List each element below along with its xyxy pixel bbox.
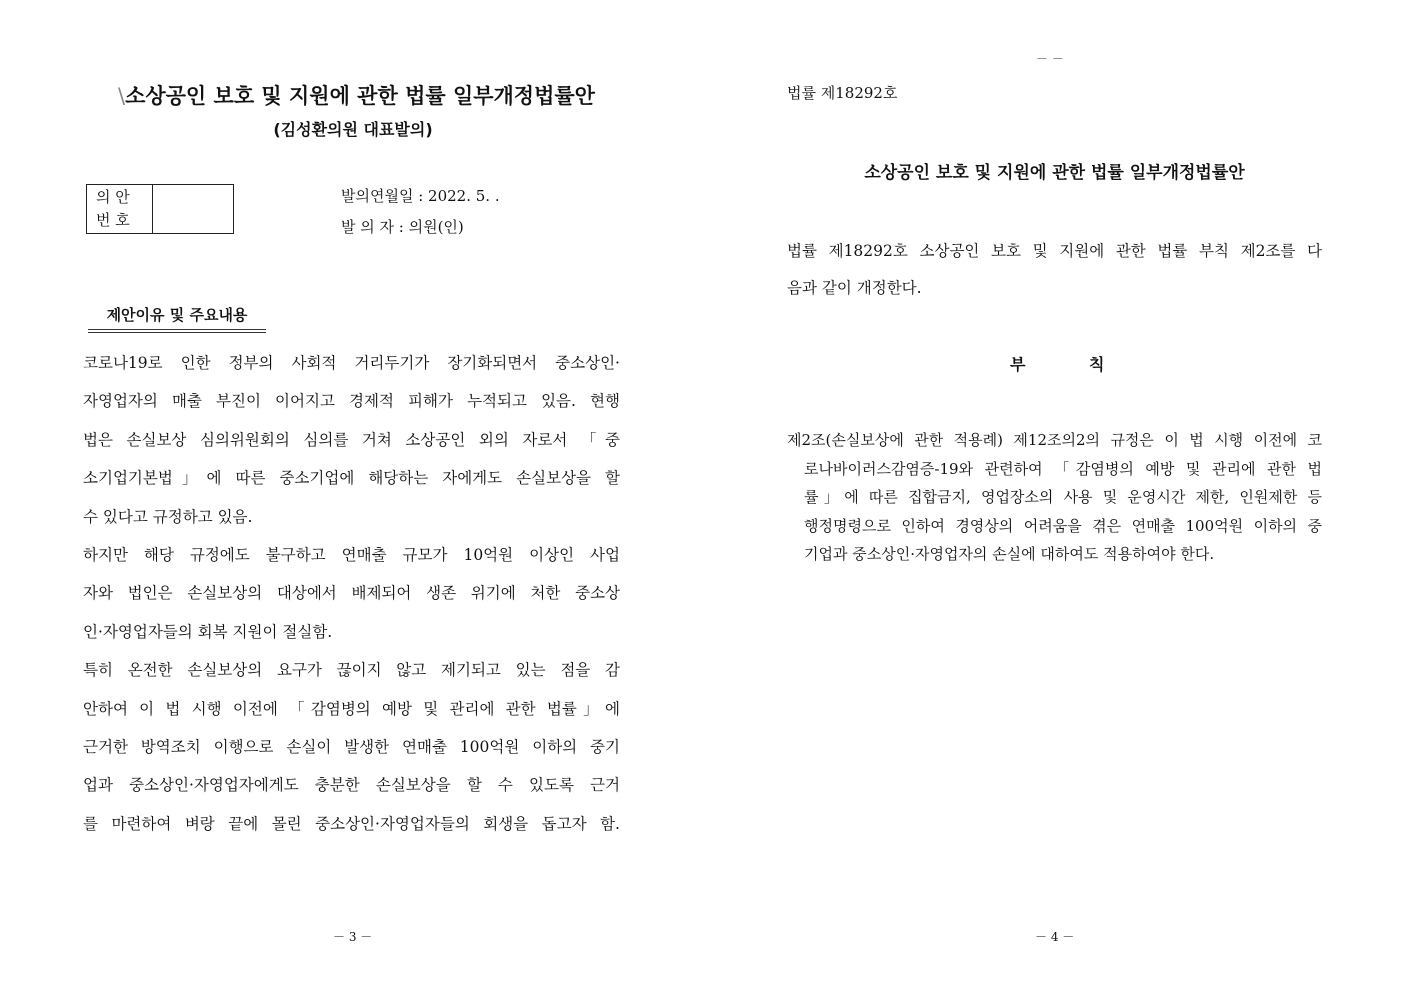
body-line: 소기업기본법」에 따른 중소기업에 해당하는 자에게도 손실보상을 할 bbox=[83, 469, 620, 488]
body-line: 자영업자의 매출 부진이 이어지고 경제적 피해가 누적되고 있음. 현행 bbox=[83, 392, 620, 411]
article-line: 로나바이러스감염증-19와 관련하여 「감염병의 예방 및 관리에 관한 법 bbox=[804, 459, 1322, 478]
bill-title bbox=[118, 80, 595, 110]
bill-title-text: 소상공인 보호 및 지원에 관한 법률 일부개정법률안 bbox=[125, 84, 595, 108]
right-page bbox=[702, 0, 1403, 992]
title-mark: \ bbox=[118, 84, 126, 108]
proposal-body bbox=[83, 349, 620, 848]
article-line: 기업과 중소상인·자영업자의 손실에 대하여도 적용하여야 한다. bbox=[804, 545, 1215, 564]
proposer: 발 의 자 : 의원(인) bbox=[341, 218, 464, 236]
bill-number-box bbox=[86, 184, 234, 234]
body-line: 수 있다고 규정하고 있음. bbox=[83, 507, 253, 526]
article-line: 률」에 따른 집합금지, 영업장소의 사용 및 운영시간 제한, 인원제한 등 bbox=[804, 488, 1322, 507]
body-line: 근거한 방역조치 이행으로 손실이 발생한 연매출 100억원 이하의 중기 bbox=[83, 737, 620, 756]
amendment-title: 소상공인 보호 및 지원에 관한 법률 일부개정법률안 bbox=[864, 163, 1245, 183]
law-number: 법률 제18292호 bbox=[787, 84, 898, 102]
amendment-intro bbox=[787, 237, 1322, 311]
body-line: 안하여 이 법 시행 이전에 「감염병의 예방 및 관리에 관한 법률」에 bbox=[83, 699, 620, 718]
intro-line: 음과 같이 개정한다. bbox=[787, 279, 922, 297]
proposal-date: 발의연월일 : 2022. 5. . bbox=[341, 187, 500, 205]
body-line: 인·자영업자들의 회복 지원이 절실함. bbox=[83, 622, 333, 641]
annex-heading: 부 칙 bbox=[1010, 355, 1105, 374]
bill-number-label-line-1: 의 안 bbox=[96, 188, 130, 206]
body-line: 법은 손실보상 심의위원회의 심의를 거쳐 소상공인 외의 자로서 「중 bbox=[83, 430, 620, 449]
top-marker: － － bbox=[1036, 52, 1064, 66]
bill-subtitle: (김성환의원 대표발의) bbox=[273, 120, 433, 139]
intro-line: 법률 제18292호 소상공인 보호 및 지원에 관한 법률 부칙 제2조를 다 bbox=[787, 242, 1322, 260]
body-line: 코로나19로 인한 정부의 사회적 거리두기가 장기화되면서 중소상인· bbox=[83, 354, 620, 372]
page-number: － 3 － bbox=[333, 930, 373, 944]
body-line: 업과 중소상인·자영업자에게도 충분한 손실보상을 할 수 있도록 근거 bbox=[83, 776, 620, 795]
body-line: 하지만 해당 규정에도 불구하고 연매출 규모가 10억원 이상인 사업 bbox=[83, 545, 620, 564]
body-line: 자와 법인은 손실보상의 대상에서 배제되어 생존 위기에 처한 중소상 bbox=[83, 584, 620, 603]
article-line: 행정명령으로 인하여 경영상의 어려움을 겪은 연매출 100억원 이하의 중 bbox=[804, 516, 1322, 535]
bill-number-label-line-2: 번 호 bbox=[96, 211, 130, 229]
left-page bbox=[0, 0, 700, 992]
bill-number-label bbox=[87, 185, 153, 233]
article-line: 제2조(손실보상에 관한 적용례) 제12조의2의 규정은 이 법 시행 이전에 코 bbox=[787, 431, 1322, 449]
body-line: 특히 온전한 손실보상의 요구가 끊이지 않고 제기되고 있는 점을 감 bbox=[83, 661, 620, 680]
article-2 bbox=[787, 426, 1322, 569]
page-number: － 4 － bbox=[1035, 930, 1075, 944]
section-heading: 제안이유 및 주요내용 bbox=[88, 304, 266, 330]
body-line: 를 마련하여 벼랑 끝에 몰린 중소상인·자영업자들의 회생을 돕고자 함. bbox=[83, 814, 620, 833]
